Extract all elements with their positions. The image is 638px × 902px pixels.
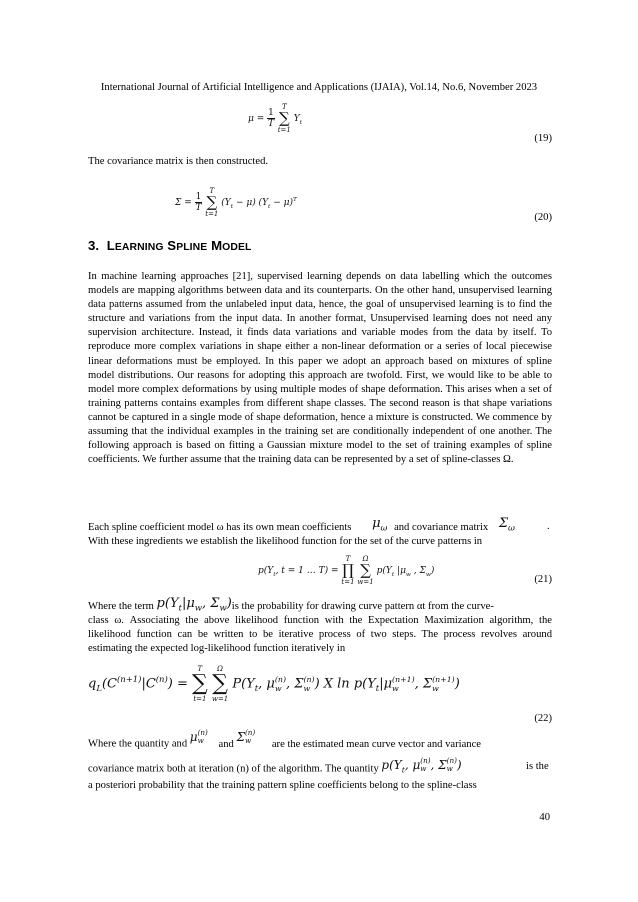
heading-word: EARNING xyxy=(114,242,164,253)
where-quantity-line xyxy=(88,728,552,752)
covariance-n-symbol: Σ(n) w xyxy=(236,728,256,745)
heading-letter: M xyxy=(211,238,223,253)
equation-22: $q_L(C^{(n+1)}|C^{(n)})$ = T ∑ t=1 Ω ∑ w=1 $P(Y_t$, μ(n) w , Σ(n) w ) X $\ln p(Y_t|\mu(n+1)$ w , Σ(n+1) w ) xyxy=(88,665,460,703)
covariance-symbol: $\Sigma_\omega$ xyxy=(498,516,515,533)
equation-20-number: (20) xyxy=(534,212,552,223)
text-fragment: and xyxy=(218,738,234,750)
text-fragment: Where the quantity and xyxy=(88,738,188,750)
equation-22-number: (22) xyxy=(534,713,552,724)
text-fragment: is the probability for drawing curve pattern αt from the curve- xyxy=(231,601,494,612)
text-fragment: covariance matrix both at iteration (n) of the algorithm. The quantity xyxy=(88,763,379,775)
text-fragment: Each spline coefficient model ω has its own mean coefficients xyxy=(88,522,352,533)
heading-word: PLINE xyxy=(176,242,208,253)
section-heading xyxy=(88,238,251,253)
text-fragment: are the estimated mean curve vector and variance xyxy=(271,738,481,750)
heading-letter: L xyxy=(106,238,115,253)
text-fragment: is the xyxy=(526,761,549,772)
text-fragment: Where the term xyxy=(88,601,154,612)
text-fragment: . xyxy=(547,521,550,532)
mean-n-symbol: μ(n) w xyxy=(189,728,208,745)
heading-word: ODEL xyxy=(222,242,252,253)
heading-letter: S xyxy=(167,238,177,253)
text-fragment: and covariance matrix xyxy=(394,522,489,533)
equation-21-number: (21) xyxy=(534,574,552,585)
term-expression: $p(Y_t|\mu_w$, $\Sigma_w$) xyxy=(156,596,232,613)
body-paragraph-2: class ω. Associating the above likelihood function with the Expectation Maximization algorithm, the likelihood function can be written to be iterative process of two steps. The process revolves around estimating the expected log-likelihood function iteratively in xyxy=(88,615,552,655)
covariance-sentence: The covariance matrix is then constructed. xyxy=(88,156,269,167)
equation-19-number: (19) xyxy=(534,133,552,144)
posterior-line: a posteriori probability that the training pattern spline coefficients belong to the spline-class xyxy=(88,780,477,791)
covariance-iteration-line xyxy=(88,756,552,780)
mean-symbol: $\mu_\omega$ xyxy=(372,516,388,533)
equation-19: μ = $\frac{1}{T}$ T ∑ t=1 $Y_t$ xyxy=(248,103,303,134)
page-number: 40 xyxy=(539,812,550,823)
ingredients-line: With these ingredients we establish the likelihood function for the set of the curve patterns in xyxy=(88,536,483,547)
section-number: 3. xyxy=(88,238,100,253)
equation-21: $p(Y_t$, t = 1 … T) = T ∏ t=1 Ω ∑ w=1 $p(Y_t$ $|\mu_w$ , $\Sigma_w$) xyxy=(258,555,435,586)
running-header: International Journal of Artificial Intelligence and Applications (IJAIA), Vol.14, No.6, November 2023 xyxy=(100,82,538,93)
body-paragraph-1: In machine learning approaches [21], supervised learning depends on data labelling which the outcomes models are mapping algorithms between data and its counterparts. On the other hand, unsupervised learning data patterns assumed from the unlabeled input data, hence, the goal of unsupervised learning is to find the structure and variations from the input data. In another format, Unsupervised learning does not need any supervision architecture. Instead, it finds data variations and variable modes from the data by itself. To reproduce more complex variations in shape either a non-linear deformation or a series of local piecewise linear deformations must be employed. In this paper we adopt an approach based on mixtures of spline model distributions. Our reasons for adopting this approach are twofold. First, we would like to be able to model more complex deformations by using multiple modes of shape deformation. This arises when a set of training patterns contains examples from different shape classes. The second reason is that shape variations cannot be captured in a single mode of shape deformation, hence a mixture is constructed. We commence by assuming that the individual examples in the training set are conditionally independent of one another. The following approach is based on fitting a Gaussian mixture model to the set of training examples of spline coefficients. We further assume that the training data can be represented by a set of spline-classes Ω. xyxy=(88,271,552,466)
posterior-expression: $p(Y_t$, μ(n) w , Σ(n) w ) xyxy=(381,756,462,774)
equation-20: Σ = $\frac{1}{T}$ T ∑ t=1 $(Y_t - \mu) (Y_t - \mu)^T$ xyxy=(175,187,297,218)
